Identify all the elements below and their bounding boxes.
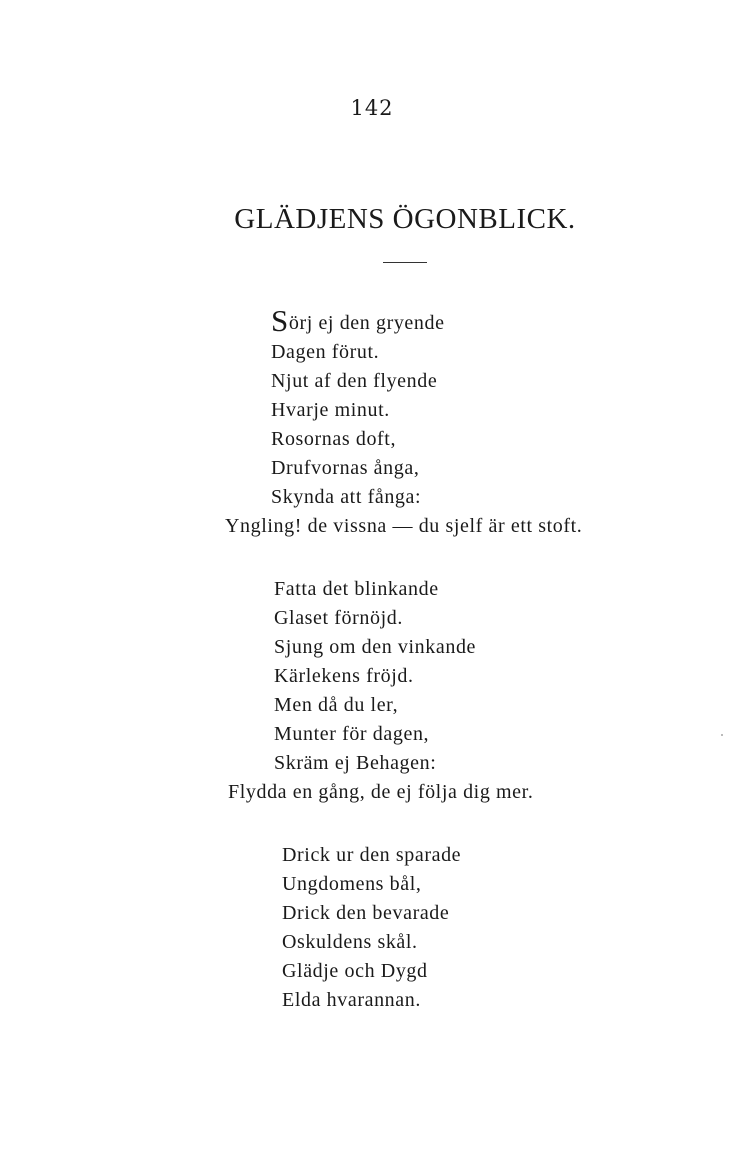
poem-line: Glädje och Dygd xyxy=(282,960,428,982)
page-number: 142 xyxy=(350,96,394,120)
poem-line: Men då du ler, xyxy=(274,694,399,716)
poem-line: Glaset förnöjd. xyxy=(274,607,403,629)
poem-line: Hvarje minut. xyxy=(271,399,390,421)
poem-line: Drufvornas ånga, xyxy=(271,457,420,479)
poem-line: Njut af den flyende xyxy=(271,370,438,392)
poem-refrain-line: Flydda en gång, de ej följa dig mer. xyxy=(228,781,534,803)
stanza-2 xyxy=(228,575,534,807)
poem-line: Rosornas doft, xyxy=(271,428,397,450)
poem-line: Elda hvarannan. xyxy=(282,989,421,1011)
poem-line: Oskuldens skål. xyxy=(282,931,418,953)
poem-line: Ungdomens bål, xyxy=(282,873,422,895)
poem-line: Skräm ej Behagen: xyxy=(274,752,437,774)
poem-line-text: örj ej den gryende xyxy=(288,312,445,334)
poem-line: Fatta det blinkande xyxy=(274,578,439,600)
poem-line: Kärlekens fröjd. xyxy=(274,665,414,687)
poem-line: Sjung om den vinkande xyxy=(274,636,477,658)
poem-line: Drick den bevarade xyxy=(282,902,450,924)
stanza-3 xyxy=(282,841,461,1015)
page-speck xyxy=(721,734,723,736)
title-rule xyxy=(383,262,427,263)
poem-line: Drick ur den sparade xyxy=(282,844,462,866)
drop-cap: S xyxy=(271,303,289,338)
poem-refrain-line: Yngling! de vissna — du sjelf är ett stoft. xyxy=(225,515,583,537)
poem-title: GLÄDJENS ÖGONBLICK. xyxy=(234,203,576,235)
stanza-1 xyxy=(225,303,583,541)
poem-line: Munter för dagen, xyxy=(274,723,430,745)
poem-line xyxy=(271,303,582,338)
poem-line: Dagen förut. xyxy=(271,341,380,363)
poem-line: Skynda att fånga: xyxy=(271,486,422,508)
